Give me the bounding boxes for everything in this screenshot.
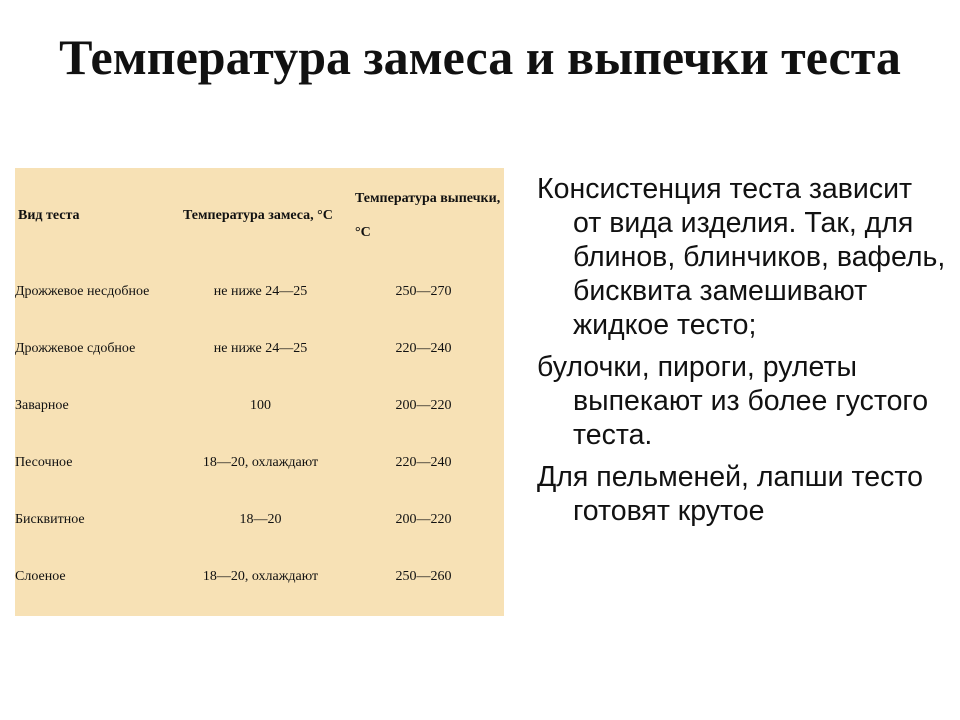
bake-temperature-cell: 200—220 xyxy=(395,511,452,527)
header-bake-temperature: Температура выпечки, °С xyxy=(355,190,501,240)
dough-type-cell: Бисквитное xyxy=(15,511,85,527)
temperature-table xyxy=(15,168,504,605)
header-knead-temperature: Температура замеса, °С xyxy=(183,207,333,223)
dough-type-cell: Дрожжевое сдобное xyxy=(15,340,136,356)
knead-temperature-cell: не ниже 24—25 xyxy=(213,283,308,299)
table-row xyxy=(15,434,504,491)
table-row xyxy=(15,377,504,434)
description-text-block xyxy=(537,172,947,536)
paragraph-buns: булочки, пироги, рулеты выпекают из более густого теста. xyxy=(537,351,929,451)
knead-temperature-cell: 18—20 xyxy=(239,511,282,527)
knead-temperature-cell: не ниже 24—25 xyxy=(213,340,308,356)
table-row xyxy=(15,320,504,377)
dough-type-cell: Заварное xyxy=(15,397,69,413)
bake-temperature-cell: 220—240 xyxy=(395,454,452,470)
knead-temperature-cell: 100 xyxy=(250,397,271,413)
bake-temperature-cell: 220—240 xyxy=(395,340,452,356)
dough-type-cell: Песочное xyxy=(15,454,73,470)
bake-temperature-cell: 200—220 xyxy=(395,397,452,413)
dough-type-cell: Слоеное xyxy=(15,568,66,584)
bake-temperature-cell: 250—270 xyxy=(395,283,452,299)
paragraph-dumplings: Для пельменей, лапши тесто готовят крутое xyxy=(537,461,923,527)
table-header-row xyxy=(15,168,504,263)
paragraph-consistency: Консистенция теста зависит от вида изделия. Так, для блинов, блинчиков, вафель, бисквита замешивают жидкое тесто; xyxy=(537,173,946,341)
bake-temperature-cell: 250—260 xyxy=(395,568,452,584)
table-row xyxy=(15,548,504,605)
knead-temperature-cell: 18—20, охлаждают xyxy=(202,454,319,470)
page-title: Температура замеса и выпечки теста xyxy=(59,29,901,85)
header-dough-type: Вид теста xyxy=(18,207,80,223)
temperature-table-panel xyxy=(15,168,504,616)
table-row xyxy=(15,263,504,320)
knead-temperature-cell: 18—20, охлаждают xyxy=(202,568,319,584)
table-row xyxy=(15,491,504,548)
dough-type-cell: Дрожжевое несдобное xyxy=(15,283,150,299)
